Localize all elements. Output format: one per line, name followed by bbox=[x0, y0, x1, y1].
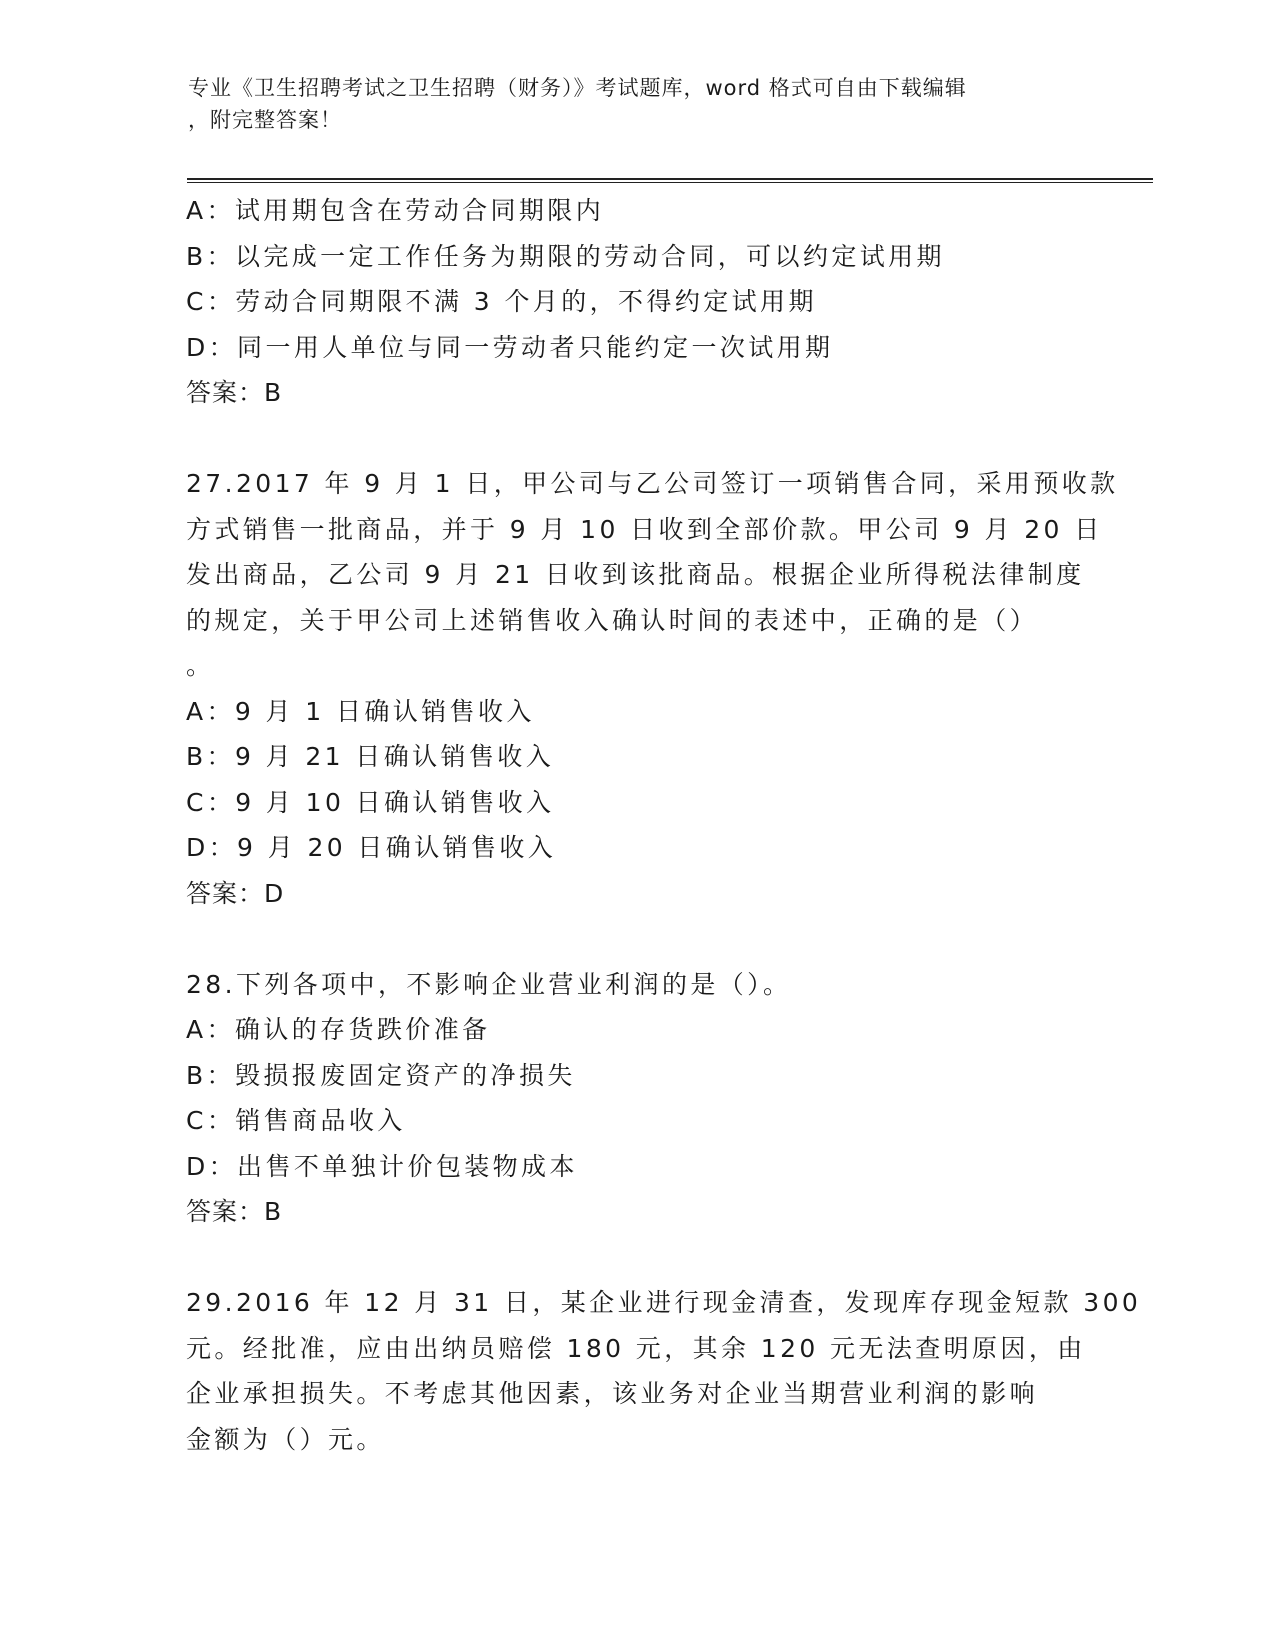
answer: 答案：B bbox=[186, 1197, 283, 1226]
option-d: D：出售不单独计价包装物成本 bbox=[186, 1151, 578, 1181]
question-26 bbox=[186, 188, 1086, 416]
question-stem-line: 企业承担损失。不考虑其他因素，该业务对企业当期营业利润的影响 bbox=[186, 1379, 1039, 1408]
option-b: B：以完成一定工作任务为期限的劳动合同，可以约定试用期 bbox=[186, 241, 945, 271]
answer: 答案：B bbox=[186, 378, 283, 407]
document-header bbox=[188, 72, 1068, 136]
question-content bbox=[186, 188, 1142, 1462]
header-line-1: 专业《卫生招聘考试之卫生招聘（财务）》考试题库，word 格式可自由下载编辑 bbox=[188, 76, 967, 100]
option-c: C：劳动合同期限不满 3 个月的，不得约定试用期 bbox=[186, 287, 817, 316]
option-c: C：9 月 10 日确认销售收入 bbox=[186, 787, 555, 817]
spacer bbox=[186, 916, 1086, 962]
option-d: D：同一用人单位与同一劳动者只能约定一次试用期 bbox=[186, 332, 834, 362]
question-stem-line: 元。经批准，应由出纳员赔偿 180 元，其余 120 元无法查明原因，由 bbox=[186, 1333, 1086, 1363]
question-stem-line: 28.下列各项中，不影响企业营业利润的是（）。 bbox=[186, 969, 792, 999]
question-28 bbox=[186, 962, 1086, 1235]
header-divider bbox=[187, 178, 1153, 183]
option-a: A：试用期包含在劳动合同期限内 bbox=[186, 196, 605, 225]
header-line-2: ，附完整答案！ bbox=[188, 108, 342, 132]
question-stem-line: 27.2017 年 9 月 1 日，甲公司与乙公司签订一项销售合同，采用预收款 bbox=[186, 469, 1119, 498]
question-stem-line: 发出商品，乙公司 9 月 21 日收到该批商品。根据企业所得税法律制度 bbox=[186, 560, 1085, 589]
question-stem-line: 29.2016 年 12 月 31 日，某企业进行现金清查，发现库存现金短款 300 bbox=[186, 1288, 1142, 1317]
question-stem-line: 方式销售一批商品，并于 9 月 10 日收到全部价款。甲公司 9 月 20 日 bbox=[186, 514, 1103, 544]
question-stem-line: 的规定，关于甲公司上述销售收入确认时间的表述中，正确的是（） bbox=[186, 605, 1039, 635]
question-stem-line: 金额为（）元。 bbox=[186, 1424, 385, 1454]
question-stem-line: 。 bbox=[186, 651, 215, 680]
option-a: A：确认的存货跌价准备 bbox=[186, 1015, 491, 1044]
spacer bbox=[186, 416, 1086, 462]
answer: 答案：D bbox=[186, 878, 285, 908]
option-a: A：9 月 1 日确认销售收入 bbox=[186, 696, 535, 726]
question-27 bbox=[186, 461, 1119, 916]
option-b: B：9 月 21 日确认销售收入 bbox=[186, 742, 555, 771]
question-29 bbox=[186, 1280, 1142, 1462]
spacer bbox=[186, 1235, 1086, 1281]
option-b: B：毁损报废固定资产的净损失 bbox=[186, 1060, 576, 1090]
option-d: D：9 月 20 日确认销售收入 bbox=[186, 833, 557, 862]
option-c: C：销售商品收入 bbox=[186, 1106, 406, 1135]
